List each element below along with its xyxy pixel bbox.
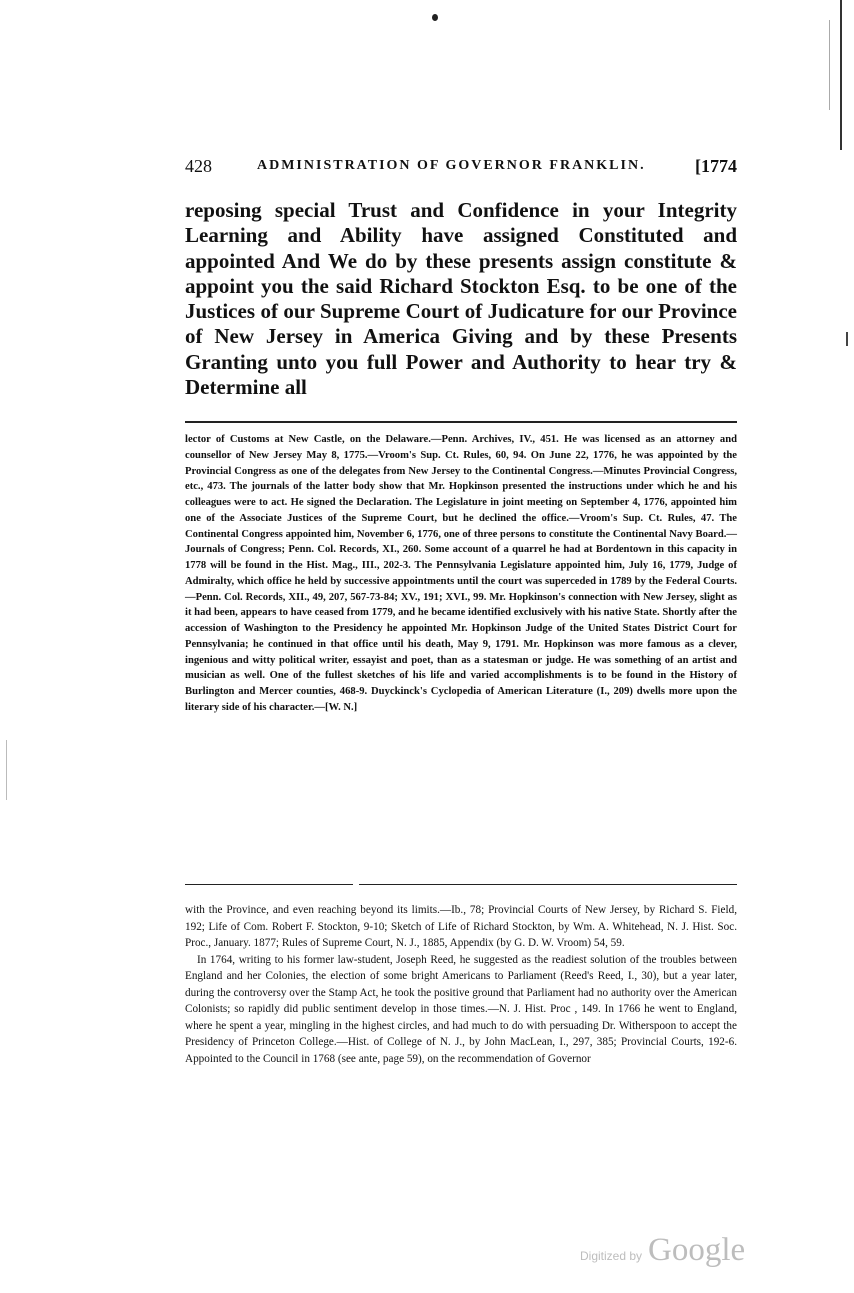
scan-speck <box>432 14 438 21</box>
digitized-by-text: Digitized by <box>580 1249 643 1263</box>
footnote-rule-short <box>185 884 353 885</box>
scan-edge-shadow <box>829 20 830 110</box>
footnote-rule-long <box>359 884 737 885</box>
running-title: ADMINISTRATION OF GOVERNOR FRANKLIN. <box>257 158 646 173</box>
page-header <box>185 156 737 182</box>
header-year: [1774 <box>695 156 737 176</box>
footnote-upper: lector of Customs at New Castle, on the Delaware.—Penn. Archives, IV., 451. He was licensed as an attorney and counsellor of New Jersey May 8, 1775.—Vroom's Sup. Ct. Rules, 60, 94. On June 22, 1776, he was appointed by the Provincial Congress as one of the delegates from New Jersey to the Continental Congress.—Minutes Provincial Congress, etc., 473. The journals of the latter body show that Mr. Hopkinson presented the instructions under which he and his colleagues were to act. He signed the Declaration. The Legislature in joint meeting on September 4, 1776, appointed him one of the Associate Justices of the Supreme Court, but he declined the office.—Vroom's Sup. Ct. Rules, 47. The Continental Congress appointed him, November 6, 1776, one of three persons to constitute the Continental Navy Board.—Journals of Congress; Penn. Col. Records, XI., 260. Some account of a quarrel he had at Bordentown in this capacity in 1778 will be found in the Hist. Mag., III., 202-3. The Pennsylvania Legislature appointed him, July 16, 1779, Judge of Admiralty, which office he held by successive appointments until the court was superceded in 1789 by the Federal Courts.—Penn. Col. Records, XII., 49, 207, 567-73-84; XV., 191; XVI., 99. Mr. Hopkinson's connection with New Jersey, slight as it had been, appears to have ceased from 1779, and he became identified exclusively with his native State. Shortly after the accession of Washington to the Presidency he appointed Mr. Hopkinson Judge of the United States District Court for Pennsylvania; he continued in that office until his death, May 9, 1791. Mr. Hopkinson was more famous as a clever, ingenious and witty political writer, essayist and poet, than as a statesman or judge. He was something of an artist and musician as well. One of the fullest sketches of his life and varied accomplishments is to be found in the History of Burlington and Mercer counties, 468-9. Duyckinck's Cyclopedia of American Literature (I., 209) dwells more upon the literary side of his character.—[W. N.] <box>185 434 737 713</box>
google-watermark <box>580 1232 770 1272</box>
main-text: reposing special Trust and Confidence in your Integrity Learning and Ability have assigned Constituted and appointed And We do by these presents assign constitute & appoint you the said Richard Stockton Esq. to be one of the Justices of our Supreme Court of Judicature for our Province of New Jersey in America Giving and by these Presents Granting unto you full Power and Authority to hear try & Determine all <box>185 198 737 400</box>
footnote-paragraph: In 1764, writing to his former law-student, Joseph Reed, he suggested as the readiest solution of the troubles between England and her Colonies, the election of some bright Americans to Parliament (Reed's Reed, I., 30), but a year later, during the controversy over the Stamp Act, he took the positive ground that Parliament had no authority over the American Colonists; so rapidly did public sentiment develop in those times.—N. J. Hist. Proc , 149. In 1766 he went to England, where he spent a year, mingling in the highest circles, and had much to do with persuading Dr. Witherspoon to accept the Presidency of Princeton College.—Hist. of College of N. J., by John MacLean, I., 297, 385; Provincial Courts, 192-6. Appointed to the Council in 1768 (see ante, page 59), on the recommendation of Governor <box>185 953 737 1065</box>
footnote-rule-top <box>185 421 737 423</box>
scan-margin-mark <box>846 332 848 346</box>
footnote-lower <box>185 902 737 1067</box>
scan-edge-line <box>840 0 842 150</box>
google-logo: Google <box>648 1232 746 1268</box>
page-number: 428 <box>185 156 212 176</box>
footnote-paragraph: with the Province, and even reaching beyond its limits.—Ib., 78; Provincial Courts of New Jersey, by Richard S. Field, 192; Life of Com. Robert F. Stockton, 9-10; Sketch of Life of Richard Stockton, by Wm. A. Whitehead, N. J. Hist. Soc. Proc., January. 1877; Rules of Supreme Court, N. J., 1885, Appendix (by G. D. W. Vroom) 54, 59. <box>185 904 737 949</box>
scan-left-mark <box>6 740 7 800</box>
